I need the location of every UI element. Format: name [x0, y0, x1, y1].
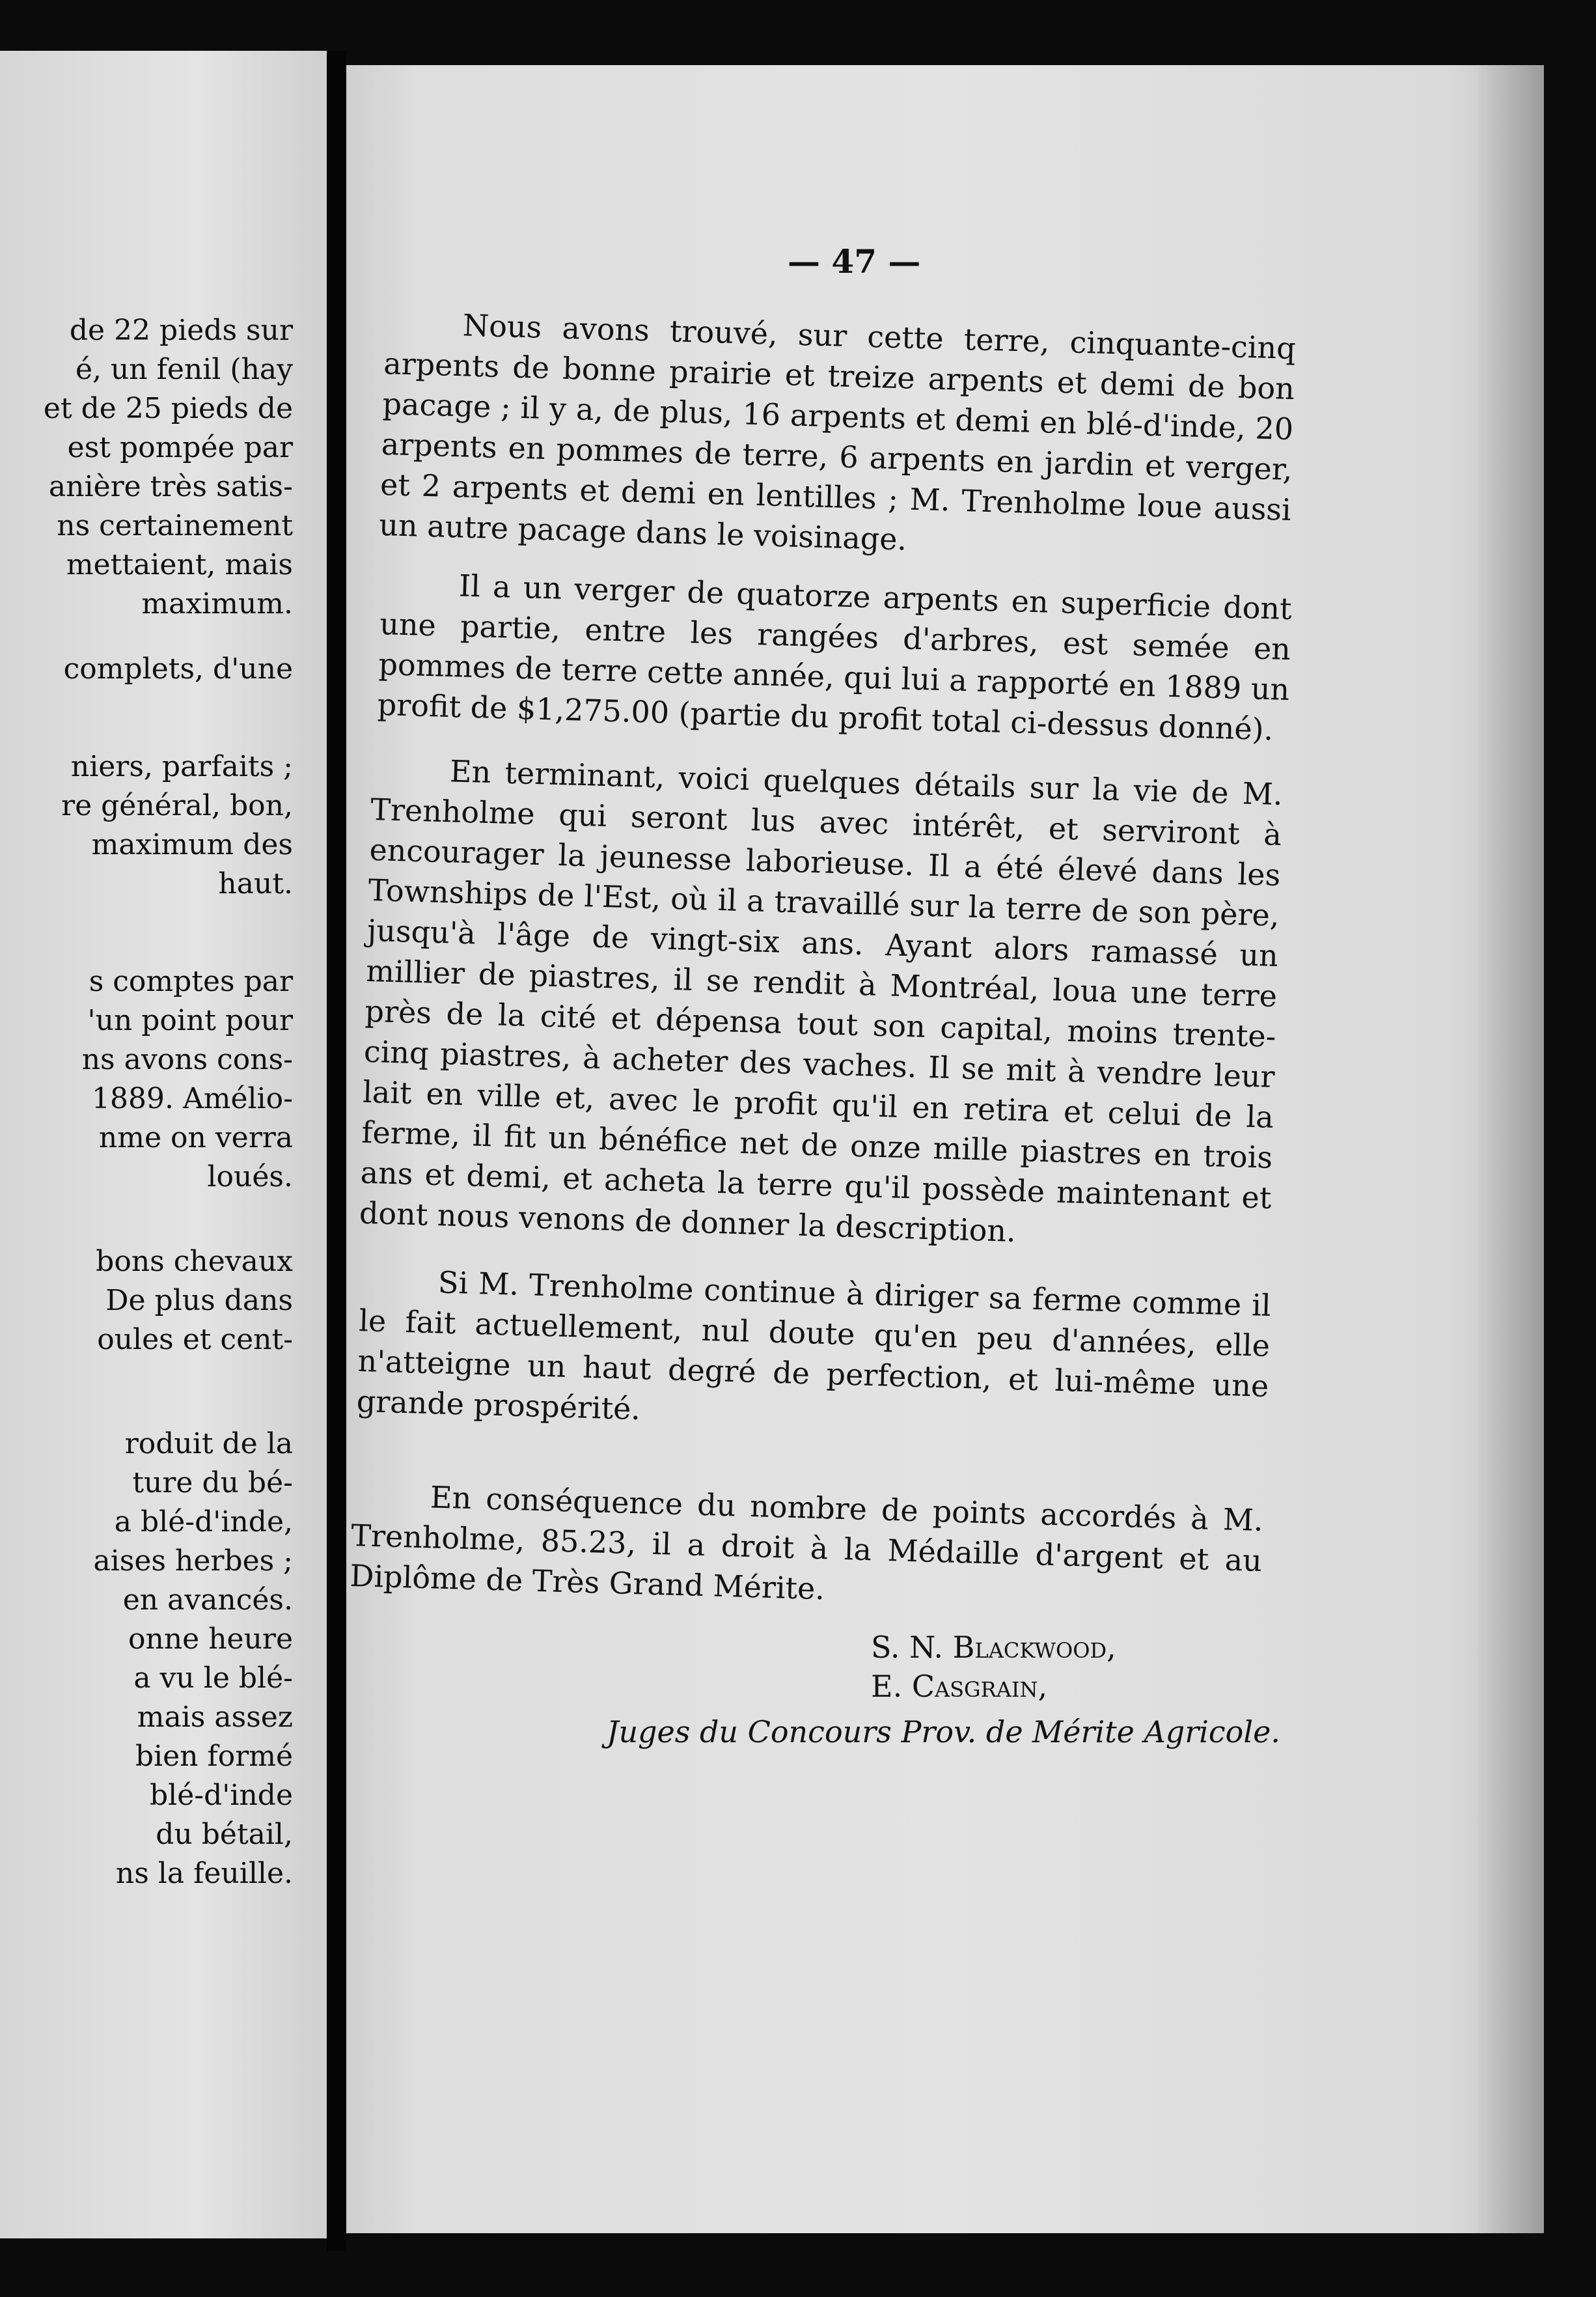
paragraph-prospects: Si M. Trenholme continue à diriger sa ferme comme il le fait actuellement, nul doute qu'en peu d'années, elle n'atteigne un haut degré de perfection, et lui-même une grande prospérité. — [356, 1264, 1272, 1427]
left-page-line: haut. — [218, 867, 293, 900]
left-page-line: nme on verra — [98, 1121, 293, 1154]
left-page-line: aises herbes ; — [93, 1544, 293, 1578]
left-page-line: é, un fenil (hay — [75, 353, 293, 386]
left-page-line: bons chevaux — [96, 1245, 293, 1278]
left-page-line: complets, d'une — [63, 652, 293, 686]
left-page-line: loués. — [207, 1160, 293, 1193]
left-page-line: de 22 pieds sur — [69, 314, 293, 347]
left-page-line: et de 25 pieds de — [43, 392, 293, 425]
left-page-line: ns avons cons- — [81, 1043, 293, 1076]
left-page-line: 'un point pour — [87, 1004, 293, 1037]
left-page — [0, 51, 327, 2238]
left-page-line: De plus dans — [105, 1284, 293, 1317]
left-page-line: maximum. — [141, 587, 293, 620]
paragraph-award: En conséquence du nombre de points accordés à M. Trenholme, 85.23, il a droit à la Médaille d'argent et au Diplôme de Très Grand Mérite. — [349, 1479, 1264, 1607]
page-number: — 47 — — [788, 242, 921, 281]
left-page-line: a blé-d'inde, — [114, 1505, 293, 1538]
left-page-line: roduit de la — [124, 1427, 293, 1460]
judges-title: Juges du Concours Prov. de Mérite Agricole. — [607, 1714, 1280, 1749]
left-page-line: oules et cent- — [97, 1323, 293, 1356]
left-page-line: mais assez — [137, 1701, 293, 1734]
left-page-line: blé-d'inde — [149, 1779, 293, 1812]
paragraph-orchard: Il a un verger de quatorze arpents en superficie dont une partie, entre les rangées d'arbres, est semée en pommes de terre cette année, qui lui a rapporté en 1889 un profit de $1,275.00 (partie du profit total ci-dessus donné). — [377, 568, 1293, 747]
left-page-line: ture du bé- — [132, 1466, 293, 1499]
left-page-line: onne heure — [128, 1622, 293, 1656]
signature-casgrain: E. Casgrain, — [871, 1669, 1048, 1704]
left-page-line: est pompée par — [67, 431, 293, 464]
left-page-line: re général, bon, — [61, 789, 293, 822]
left-page-line: niers, parfaits ; — [70, 750, 293, 783]
left-page-line: du bétail, — [156, 1818, 293, 1851]
left-page-line: a vu le blé- — [133, 1662, 293, 1695]
book-gutter — [327, 51, 346, 2251]
paragraph-biography: En terminant, voici quelques détails sur la vie de M. Trenholme qui seront lus avec intérêt, et serviront à encourager la jeunesse laborieuse. Il a été élevé dans les Townships de l'Est, où il a travaillé sur la terre de son père, jusqu'à l'âge de vingt-six ans. Ayant alors ramassé un millier de piastres, il se rendit à Montréal, loua une terre près de la cité et dépensa tout son capital, moins trente-cinq piastres, à acheter des vaches. Il se mit à vendre leur lait en ville et, avec le profit qu'il en retira et celui de la ferme, il fit un bénéfice net de onze mille piastres en trois ans et demi, et acheta la terre qu'il possède maintenant et dont nous venons de donner la description. — [359, 753, 1284, 1249]
left-page-line: 1889. Amélio- — [92, 1082, 293, 1115]
signature-blackwood: S. N. Blackwood, — [871, 1630, 1116, 1665]
left-page-line: maximum des — [91, 828, 293, 861]
paragraph-farm-land: Nous avons trouvé, sur cette terre, cinquante-cinq arpents de bonne prairie et treize arpents et demi de bon pacage ; il y a, de plus, 16 arpents et demi en blé-d'inde, 20 arpents en pommes de terre, 6 arpents en jardin et verger, et 2 arpents et demi en lentilles ; M. Trenholme loue aussi un autre pacage dans le voisinage. — [378, 307, 1297, 557]
left-page-line: mettaient, mais — [66, 548, 293, 581]
left-page-line: en avancés. — [122, 1583, 293, 1617]
left-page-line: ns la feuille. — [115, 1857, 293, 1890]
left-page-line: s comptes par — [89, 965, 293, 998]
left-page-line: bien formé — [135, 1740, 293, 1773]
right-page — [346, 65, 1544, 2233]
left-page-line: anière très satis- — [48, 470, 293, 503]
page-edge-shadow — [1472, 65, 1544, 2233]
left-page-line: ns certainement — [57, 509, 293, 542]
